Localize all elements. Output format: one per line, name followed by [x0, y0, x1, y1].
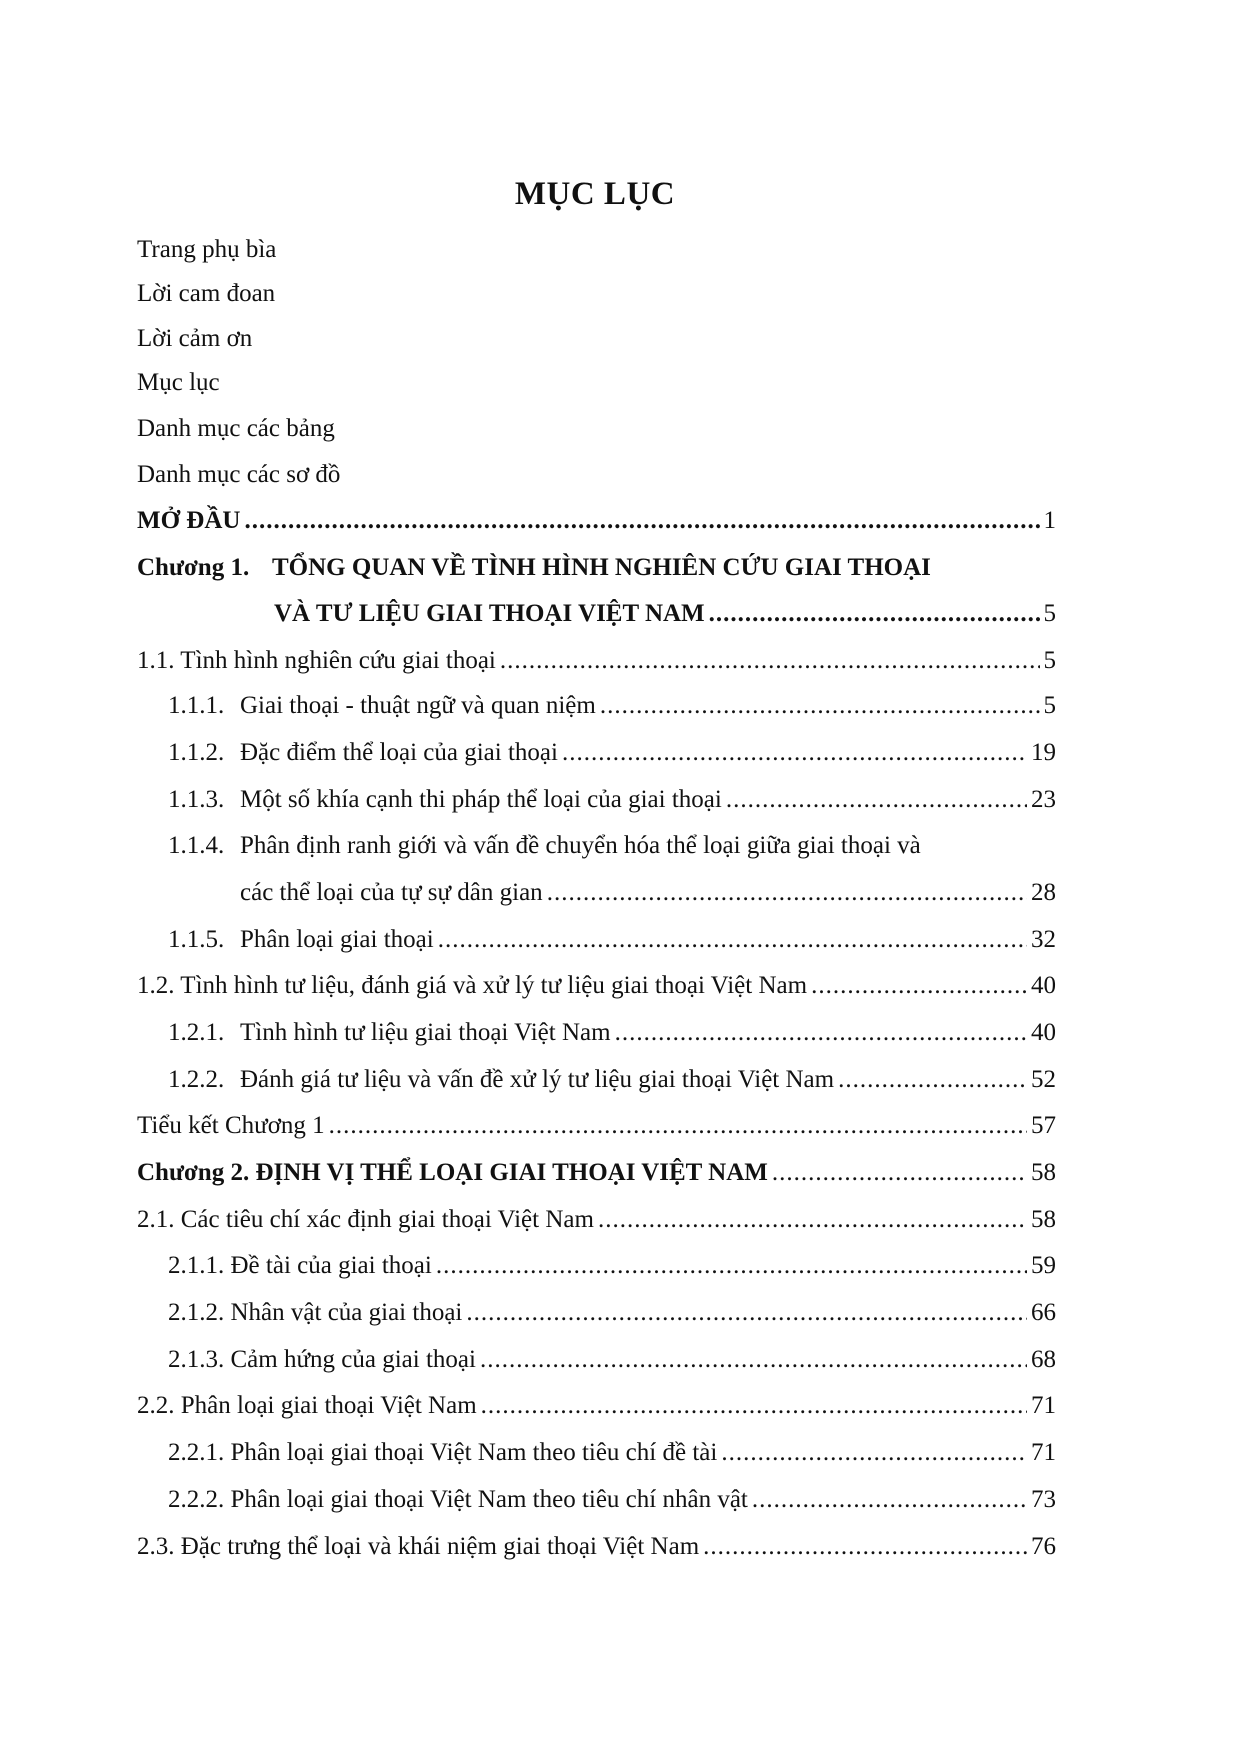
toc-entry-page: 68 [1031, 1346, 1056, 1373]
toc-entry-page: 5 [1043, 692, 1056, 719]
toc-entry-2-2-1 [168, 1439, 1056, 1467]
dot-leader [598, 1206, 1027, 1234]
toc-entry-page: 59 [1031, 1252, 1056, 1279]
dot-leader [752, 1486, 1027, 1514]
toc-entry-introduction [137, 507, 1056, 535]
toc-entry-2-1-1 [168, 1252, 1056, 1280]
toc-entry-page: 32 [1031, 926, 1056, 953]
toc-entry-label: 1.1. Tình hình nghiên cứu giai thoại [137, 647, 496, 674]
toc-entry-label: 2.2.1. Phân loại giai thoại Việt Nam theo tiêu chí đề tài [168, 1439, 718, 1466]
toc-entry-number: 1.2.1. [168, 1019, 225, 1046]
chapter-title-line2: VÀ TƯ LIỆU GIAI THOẠI VIỆT NAM [274, 600, 705, 627]
toc-entry-2-1 [137, 1206, 1056, 1234]
page-title: MỤC LỤC [514, 176, 676, 212]
toc-entry-2-3 [137, 1533, 1056, 1561]
toc-entry-label: 2.1.2. Nhân vật của giai thoại [168, 1299, 463, 1326]
toc-entry-1-1-2 [168, 739, 1056, 767]
dot-leader [547, 879, 1027, 907]
toc-entry-page: 1 [1043, 507, 1056, 534]
toc-entry-label: Tiểu kết Chương 1 [137, 1112, 325, 1139]
toc-entry-label: Chương 2. ĐỊNH VỊ THỂ LOẠI GIAI THOẠI VIỆT NAM [137, 1159, 768, 1186]
dot-leader [329, 1112, 1027, 1140]
toc-item-list-of-diagrams: Danh mục các sơ đồ [137, 461, 341, 488]
dot-leader [466, 1299, 1027, 1327]
dot-leader [721, 1439, 1027, 1467]
toc-entry-label: các thể loại của tự sự dân gian [240, 879, 543, 906]
toc-entry-chapter-1-summary [137, 1112, 1056, 1140]
toc-entry-1-1-4-line1 [168, 832, 921, 860]
toc-chapter-1-heading [137, 554, 931, 582]
toc-entry-2-1-2 [168, 1299, 1056, 1327]
toc-entry-label: MỞ ĐẦU [137, 507, 241, 534]
toc-entry-label: 2.1.3. Cảm hứng của giai thoại [168, 1346, 476, 1373]
dot-leader [703, 1533, 1027, 1561]
toc-entry-chapter-1 [274, 600, 1056, 628]
toc-item-acknowledgement: Lời cảm ơn [137, 325, 253, 352]
toc-entry-1-1-1 [168, 692, 1056, 720]
toc-entry-label: 2.1.1. Đề tài của giai thoại [168, 1252, 432, 1279]
toc-entry-label: Phân loại giai thoại [240, 926, 434, 953]
dot-leader [838, 1066, 1027, 1094]
toc-entry-page: 23 [1031, 786, 1056, 813]
toc-entry-2-2 [137, 1392, 1056, 1420]
toc-entry-page: 5 [1043, 600, 1056, 627]
toc-entry-page: 76 [1031, 1533, 1056, 1560]
toc-item-list-of-tables: Danh mục các bảng [137, 415, 335, 442]
toc-item-cover: Trang phụ bìa [137, 236, 277, 263]
toc-entry-page: 58 [1031, 1206, 1056, 1233]
dot-leader [615, 1019, 1027, 1047]
toc-entry-number: 1.2.2. [168, 1066, 225, 1093]
toc-entry-label: 2.2.2. Phân loại giai thoại Việt Nam theo tiêu chí nhân vật [168, 1486, 748, 1513]
chapter-number: Chương 1. [137, 554, 250, 581]
toc-entry-1-1-3 [168, 786, 1056, 814]
toc-entry-page: 71 [1031, 1439, 1056, 1466]
toc-entry-page: 66 [1031, 1299, 1056, 1326]
toc-entry-page: 58 [1031, 1159, 1056, 1186]
toc-entry-1-2-2 [168, 1066, 1056, 1094]
toc-entry-label: Đặc điểm thể loại của giai thoại [240, 739, 558, 766]
toc-entry-label: Phân định ranh giới và vấn đề chuyển hóa thể loại giữa giai thoại và [240, 832, 921, 859]
dot-leader [600, 692, 1040, 720]
dot-leader [481, 1392, 1027, 1420]
toc-entry-1-1-5 [168, 926, 1056, 954]
toc-entry-number: 1.1.5. [168, 926, 225, 953]
toc-entry-number: 1.1.1. [168, 692, 225, 719]
toc-entry-label: 1.2. Tình hình tư liệu, đánh giá và xử lý tư liệu giai thoại Việt Nam [137, 972, 808, 999]
toc-entry-label: 2.2. Phân loại giai thoại Việt Nam [137, 1392, 477, 1419]
toc-entry-1-2 [137, 972, 1056, 1000]
chapter-title-line1: TỔNG QUAN VỀ TÌNH HÌNH NGHIÊN CỨU GIAI THOẠI [272, 554, 931, 581]
toc-entry-page: 28 [1031, 879, 1056, 906]
dot-leader [709, 600, 1040, 628]
dot-leader [438, 926, 1027, 954]
toc-entry-page: 57 [1031, 1112, 1056, 1139]
toc-item-contents: Mục lục [137, 369, 220, 396]
toc-entry-page: 52 [1031, 1066, 1056, 1093]
toc-entry-2-2-2 [168, 1486, 1056, 1514]
dot-leader [436, 1252, 1027, 1280]
toc-item-declaration: Lời cam đoan [137, 280, 276, 307]
dot-leader [726, 786, 1027, 814]
toc-entry-2-1-3 [168, 1346, 1056, 1374]
dot-leader [500, 647, 1040, 675]
toc-entry-number: 1.1.4. [168, 832, 225, 859]
dot-leader [562, 739, 1027, 767]
toc-entry-1-2-1 [168, 1019, 1056, 1047]
toc-entry-page: 40 [1031, 1019, 1056, 1046]
toc-entry-page: 19 [1031, 739, 1056, 766]
toc-entry-1-1-4 [240, 879, 1056, 907]
toc-entry-page: 73 [1031, 1486, 1056, 1513]
toc-entry-label: 2.3. Đặc trưng thể loại và khái niệm giai thoại Việt Nam [137, 1533, 700, 1560]
toc-entry-page: 40 [1031, 972, 1056, 999]
dot-leader [772, 1159, 1027, 1187]
dot-leader [244, 507, 1039, 535]
toc-entry-label: 2.1. Các tiêu chí xác định giai thoại Việt Nam [137, 1206, 594, 1233]
toc-entry-label: Một số khía cạnh thi pháp thể loại của giai thoại [240, 786, 722, 813]
toc-entry-chapter-2 [137, 1159, 1056, 1187]
toc-entry-number: 1.1.3. [168, 786, 225, 813]
toc-entry-page: 5 [1043, 647, 1056, 674]
dot-leader [480, 1346, 1027, 1374]
dot-leader [811, 972, 1027, 1000]
toc-entry-number: 1.1.2. [168, 739, 225, 766]
toc-entry-label: Giai thoại - thuật ngữ và quan niệm [240, 692, 596, 719]
toc-entry-label: Đánh giá tư liệu và vấn đề xử lý tư liệu giai thoại Việt Nam [240, 1066, 835, 1093]
toc-entry-label: Tình hình tư liệu giai thoại Việt Nam [240, 1019, 611, 1046]
toc-entry-1-1 [137, 647, 1056, 675]
toc-entry-page: 71 [1031, 1392, 1056, 1419]
